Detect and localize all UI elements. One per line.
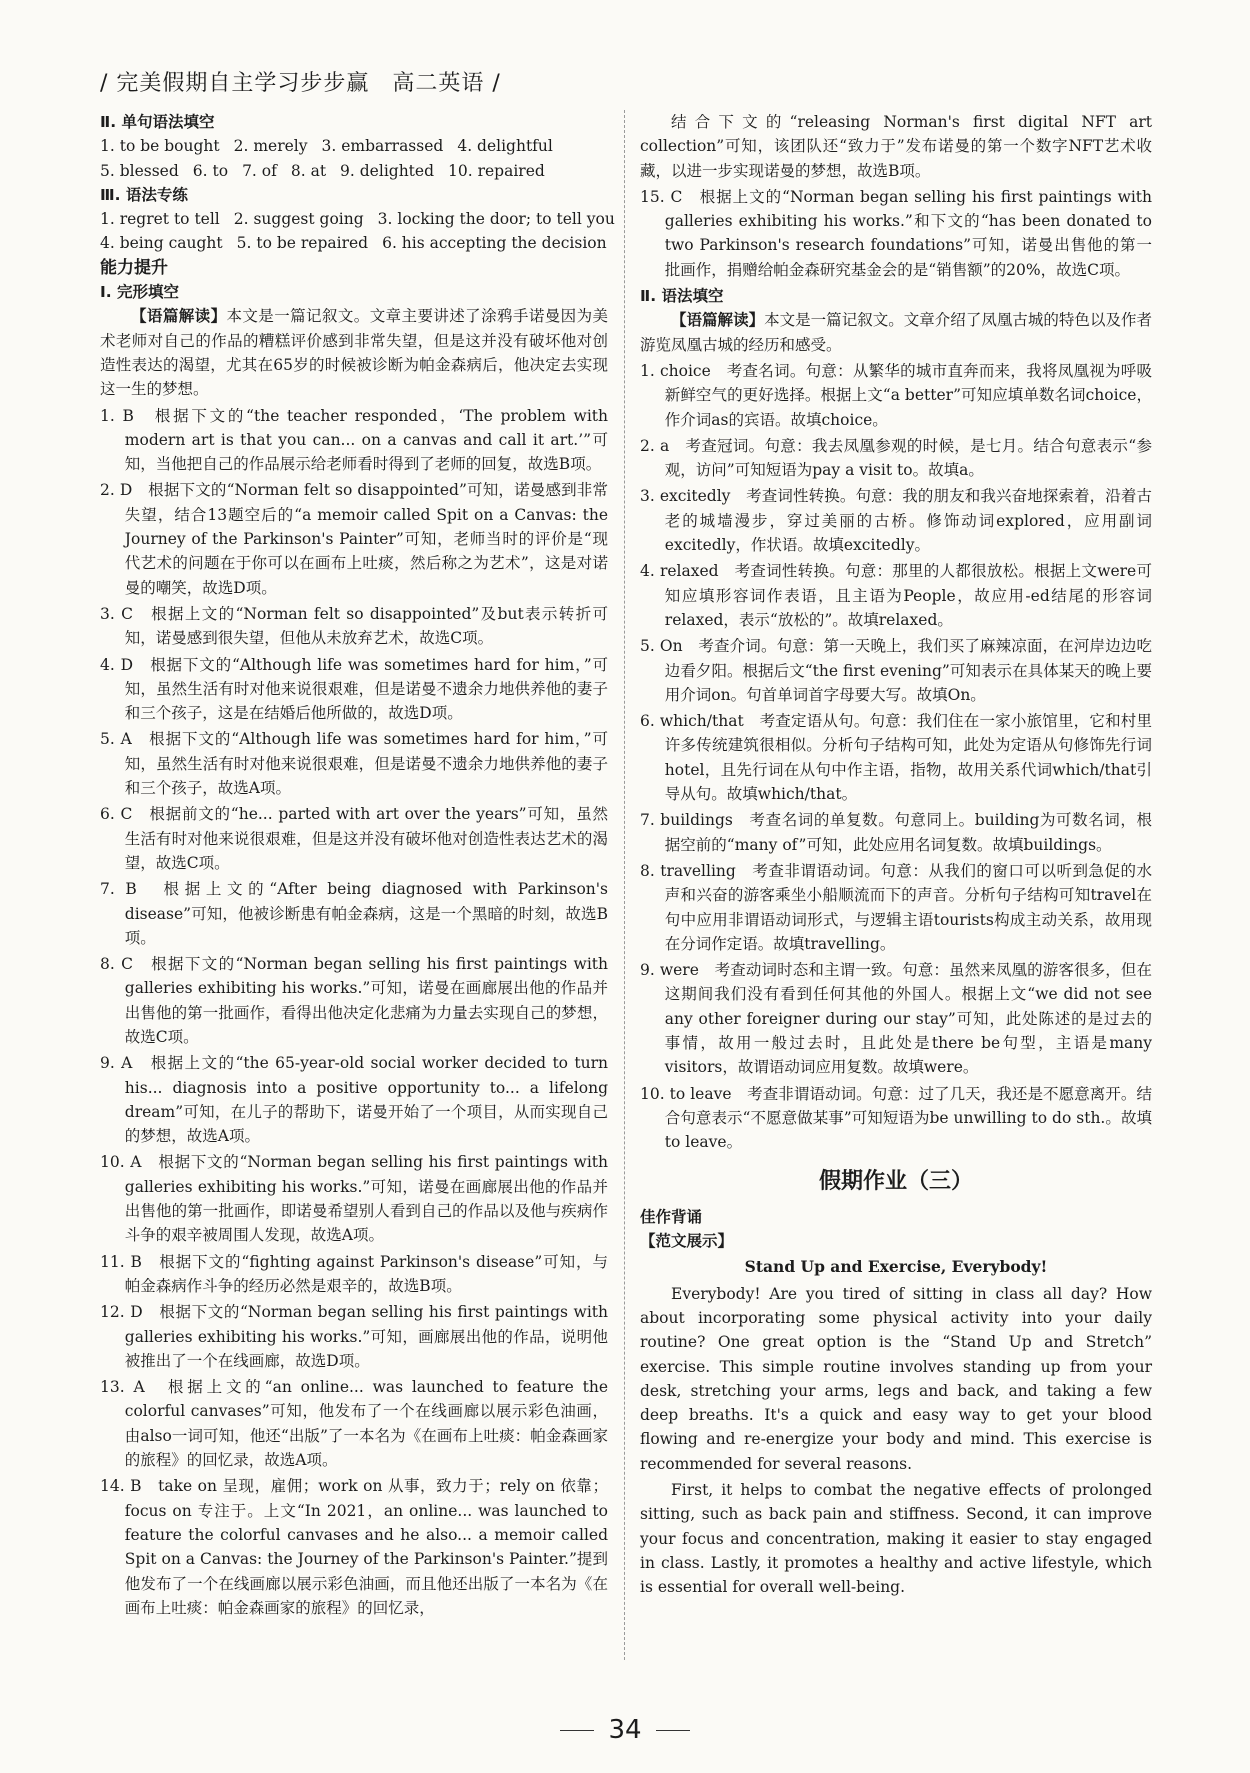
answer-item: 4. D 根据下文的“Although life was sometimes hard for him，”可知，虽然生活有时对他来说很艰难，但是诺曼不遗余力地供养他的妻子和三个孩子，这是在结婚后他所做的，故选D项。 <box>100 655 608 723</box>
section-title-cloze: Ⅰ. 完形填空 <box>100 283 180 302</box>
dash-left <box>560 1730 594 1731</box>
intro-tag: 【语篇解读】 <box>131 307 227 326</box>
answer-cell: 6. to <box>192 161 229 180</box>
answer-item: 11. B 根据下文的“fighting against Parkinson's disease”可知，与帕金森病作斗争的经历必然是艰辛的，故选B项。 <box>100 1252 608 1295</box>
answer-item: 5. On 考查介词。句意：第一天晚上，我们买了麻辣凉面，在河岸边边吃边看夕阳。根据后文“the first evening”可知表示在具体某天的晚上要用介词on。句首单词首字母要大写。故填On。 <box>640 637 1152 704</box>
answer-item: 8. travelling 考查非谓语动词。句意：从我们的窗口可以听到急促的水声和兴奋的游客乘坐小船顺流而下的声音。分析句子结构可知travel在句中应用非谓语动词形式，与逻辑主语tourists构成主动关系，故用现在分词作定语。故填travelling。 <box>640 861 1152 953</box>
dash-right <box>656 1730 690 1731</box>
answer-cell: 2. merely <box>233 137 308 156</box>
answer-item: 4. relaxed 考查词性转换。句意：那里的人都很放松。根据上文were可知应填形容词作表语，且主语为People，故应用-ed结尾的形容词relaxed，表示“放松的”。故填relaxed。 <box>640 562 1152 629</box>
answer-cell: 1. to be bought <box>100 137 220 156</box>
passage-intro <box>100 304 608 401</box>
answer-item: 6. C 根据前文的“he... parted with art over the years”可知，虽然生活有时对他来说很艰难，但是这并没有破坏他对创造性表达艺术的渴望，故选C项。 <box>100 805 608 872</box>
section-title-ability: 能力提升 <box>100 257 168 278</box>
answer-item: 3. excitedly 考查词性转换。句意：我的朋友和我兴奋地探索着，沿着古老的城墙漫步，穿过美丽的古桥。修饰动词explored，应用副词excitedly，作状语。故填excitedly。 <box>640 487 1152 555</box>
intro-text: 本文是一篇记叙文。文章主要讲述了涂鸦手诺曼因为美术老师对自己的作品的糟糕评价感到非常失望，但是这并没有破坏他对创造性表达的渴望，尤其在65岁的时候被诊断为帕金森病后，他决定去实现这一生的梦想。 <box>100 307 608 399</box>
answer-cell: 5. blessed <box>100 161 179 180</box>
left-column <box>100 110 615 1622</box>
answer-item: 13. A 根据上文的“an online... was launched to feature the colorful canvases”可知，他发布了一个在线画廊以展示彩色油画，由also一词可知，他还“出版”了一本名为《在画布上吐痰：帕金森画家的旅程》的回忆录，故选A项。 <box>100 1378 608 1470</box>
answer-cell: 5. to be repaired <box>236 234 369 253</box>
answer-item: 15. C 根据上文的“Norman began selling his first paintings with galleries exhibiting his works.”和下文的“has been donated to two Parkinson's research foundations”可知，诺曼出售他的第一批画作，捐赠给帕金森研究基金会的是“销售额”的20%，故选C项。 <box>640 187 1152 279</box>
essay-paragraph: Everybody! Are you tired of sitting in class all day? How about incorporating some physical activity into your daily routine? One great option is the “Stand Up and Stretch” exercise. This simple routine involves standing up from your desk, stretching your arms, legs and back, and taking a few deep breaths. It's a quick and easy way to get your blood flowing and re-energize your body and mind. This exercise is recommended for several reasons. <box>640 1284 1152 1473</box>
answer-cell: 3. locking the door; to tell you <box>377 210 615 229</box>
answer-cell: 8. at <box>290 161 327 180</box>
answer-item: 5. A 根据下文的“Although life was sometimes hard for him，”可知，虽然生活有时对他来说很艰难，但是诺曼不遗余力地供养他的妻子和三个孩子，故选A项。 <box>100 730 608 798</box>
answer-item: 14. B take on 呈现，雇佣；work on 从事，致力于；rely on 依靠；focus on 专注于。上文“In 2021，an online... was launched to feature the colorful canvases and he also... a memoir called Spit on a Canvas: the Journey of the Parkinson's Painter.”提到他发布了一个在线画廊以展示彩色油画，而且他还出版了一本名为《在画布上吐痰：帕金森画家的旅程》的回忆录， <box>100 1477 608 1617</box>
answer-item: 9. were 考查动词时态和主谓一致。句意：虽然来凤凰的游客很多，但在这期间我们没有看到任何其他的外国人。根据上文“we did not see any other foreigner during our stay”可知，此处陈述的是过去的事情，故用一般过去时，且此处是there be句型，主语是many visitors，故谓语动词应用复数。故填were。 <box>640 961 1152 1077</box>
section-title-grammar-practice: Ⅲ. 语法专练 <box>100 185 188 204</box>
answer-cell: 2. suggest going <box>233 210 364 229</box>
answer-item: 3. C 根据上文的“Norman felt so disappointed”及but表示转折可知，诺曼感到很失望，但他从未放弃艺术，故选C项。 <box>100 604 608 648</box>
answer-row <box>100 207 615 231</box>
answer-item: 7. buildings 考查名词的单复数。句意同上。building为可数名词，根据空前的“many of”可知，此处应用名词复数。故填buildings。 <box>640 811 1152 854</box>
section-title-grammar-fill: Ⅱ. 语法填空 <box>640 287 724 306</box>
answer-item: 10. A 根据下文的“Norman began selling his first paintings with galleries exhibiting his works.”可知，诺曼在画廊展出他的作品并出售他的第一批画作，即诺曼希望别人看到自己的作品以及他与疾病作斗争的艰辛被周围人发现，故选A项。 <box>100 1153 608 1245</box>
answer-cell: 9. delighted <box>340 161 435 180</box>
answer-cell: 6. his accepting the decision <box>382 234 607 253</box>
answer-row <box>100 159 608 183</box>
answer-continuation: 结合下文的“releasing Norman's first digital NFT art collection”可知，该团队还“致力于”发布诺曼的第一个数字NFT艺术收藏，以进一步实现诺曼的梦想，故选B项。 <box>640 113 1152 180</box>
right-column <box>640 110 1152 1602</box>
answer-item: 6. which/that 考查定语从句。句意：我们住在一家小旅馆里，它和村里许多传统建筑很相似。分析句子结构可知，此处为定语从句修饰先行词hotel，且先行词在从句中作主语，指物，故用关系代词which/that引导从句。故填which/that。 <box>640 712 1152 804</box>
answer-cell: 4. being caught <box>100 234 223 253</box>
answer-item: 10. to leave 考查非谓语动词。句意：过了几天，我还是不愿意离开。结合句意表示“不愿意做某事”可知短语为be unwilling to do sth.。故填to leave。 <box>640 1084 1152 1152</box>
answer-item: 2. D 根据下文的“Norman felt so disappointed”可知，诺曼感到非常失望，结合13题空后的“a memoir called Spit on a Canvas: the Journey of the Parkinson's Painter”可知，老师当时的评价是“现代艺术的问题在于你可以在画布上吐痰，然后称之为艺术”，这是对诺曼的嘲笑，故选D项。 <box>100 481 608 597</box>
answer-item: 7. B 根据上文的“After being diagnosed with Parkinson's disease”可知，他被诊断患有帕金森病，这是一个黑暗的时刻，故选B项。 <box>100 880 608 947</box>
essay-paragraph: First, it helps to combat the negative effects of prolonged sitting, such as back pain and stiffness. Second, it can improve your focus and concentration, making it easier to stay engaged in class. Lastly, it promotes a healthy and active lifestyle, which is essential for overall well-being. <box>640 1481 1152 1597</box>
page-number <box>0 1715 1250 1745</box>
answer-cell: 7. of <box>242 161 277 180</box>
section-title-recite: 佳作背诵 <box>640 1207 703 1226</box>
answer-row <box>100 134 608 158</box>
intro-tag: 【语篇解读】 <box>671 311 765 330</box>
answer-cell: 4. delightful <box>457 137 553 156</box>
homework-title: 假期作业（三） <box>818 1169 973 1195</box>
answer-item: 2. a 考查冠词。句意：我去凤凰参观的时候，是七月。结合句意表示“参观，访问”可知短语为pay a visit to。故填a。 <box>640 436 1152 480</box>
sample-tag: 【范文展示】 <box>640 1232 734 1251</box>
section-title-grammar-sentence: Ⅱ. 单句语法填空 <box>100 113 215 131</box>
column-divider <box>624 110 625 1660</box>
answer-item: 12. D 根据下文的“Norman began selling his first paintings with galleries exhibiting his works.”可知，画廊展出他的作品，说明他被推出了一个在线画廊，故选D项。 <box>100 1303 608 1370</box>
answer-row <box>100 231 608 255</box>
intro-text: 本文是一篇记叙文。文章介绍了凤凰古城的特色以及作者游览凤凰古城的经历和感受。 <box>640 311 1152 354</box>
page-number-text: 34 <box>608 1715 642 1745</box>
answer-cell: 1. regret to tell <box>100 210 220 229</box>
essay-title: Stand Up and Exercise, Everybody! <box>744 1257 1048 1277</box>
answer-item: 9. A 根据上文的“the 65-year-old social worker decided to turn his... diagnosis into a positive opportunity to... a lifelong dream”可知，在儿子的帮助下，诺曼开始了一个项目，从而实现自己的梦想，故选A项。 <box>100 1054 608 1146</box>
page-header: / 完美假期自主学习步步赢 高二英语 / <box>100 71 501 96</box>
answer-cell: 3. embarrassed <box>321 137 444 156</box>
answer-item: 1. choice 考查名词。句意：从繁华的城市直奔而来，我将凤凰视为呼吸新鲜空气的更好选择。根据上文“a better”可知应填单数名词choice，作介词as的宾语。故填choice。 <box>640 361 1152 429</box>
answer-item: 1. B 根据下文的“the teacher responded，‘The problem with modern art is that you can... on a canvas and call it art.’”可知，当他把自己的作品展示给老师看时得到了老师的回复，故选B项。 <box>100 406 608 474</box>
answer-item: 8. C 根据下文的“Norman began selling his first paintings with galleries exhibiting his works.”可知，诺曼在画廊展出他的作品并出售他的第一批画作，看得出他决定化悲痛为力量去实现自己的梦想，故选C项。 <box>100 955 608 1046</box>
passage-intro <box>640 308 1152 357</box>
answer-cell: 10. repaired <box>448 161 545 180</box>
